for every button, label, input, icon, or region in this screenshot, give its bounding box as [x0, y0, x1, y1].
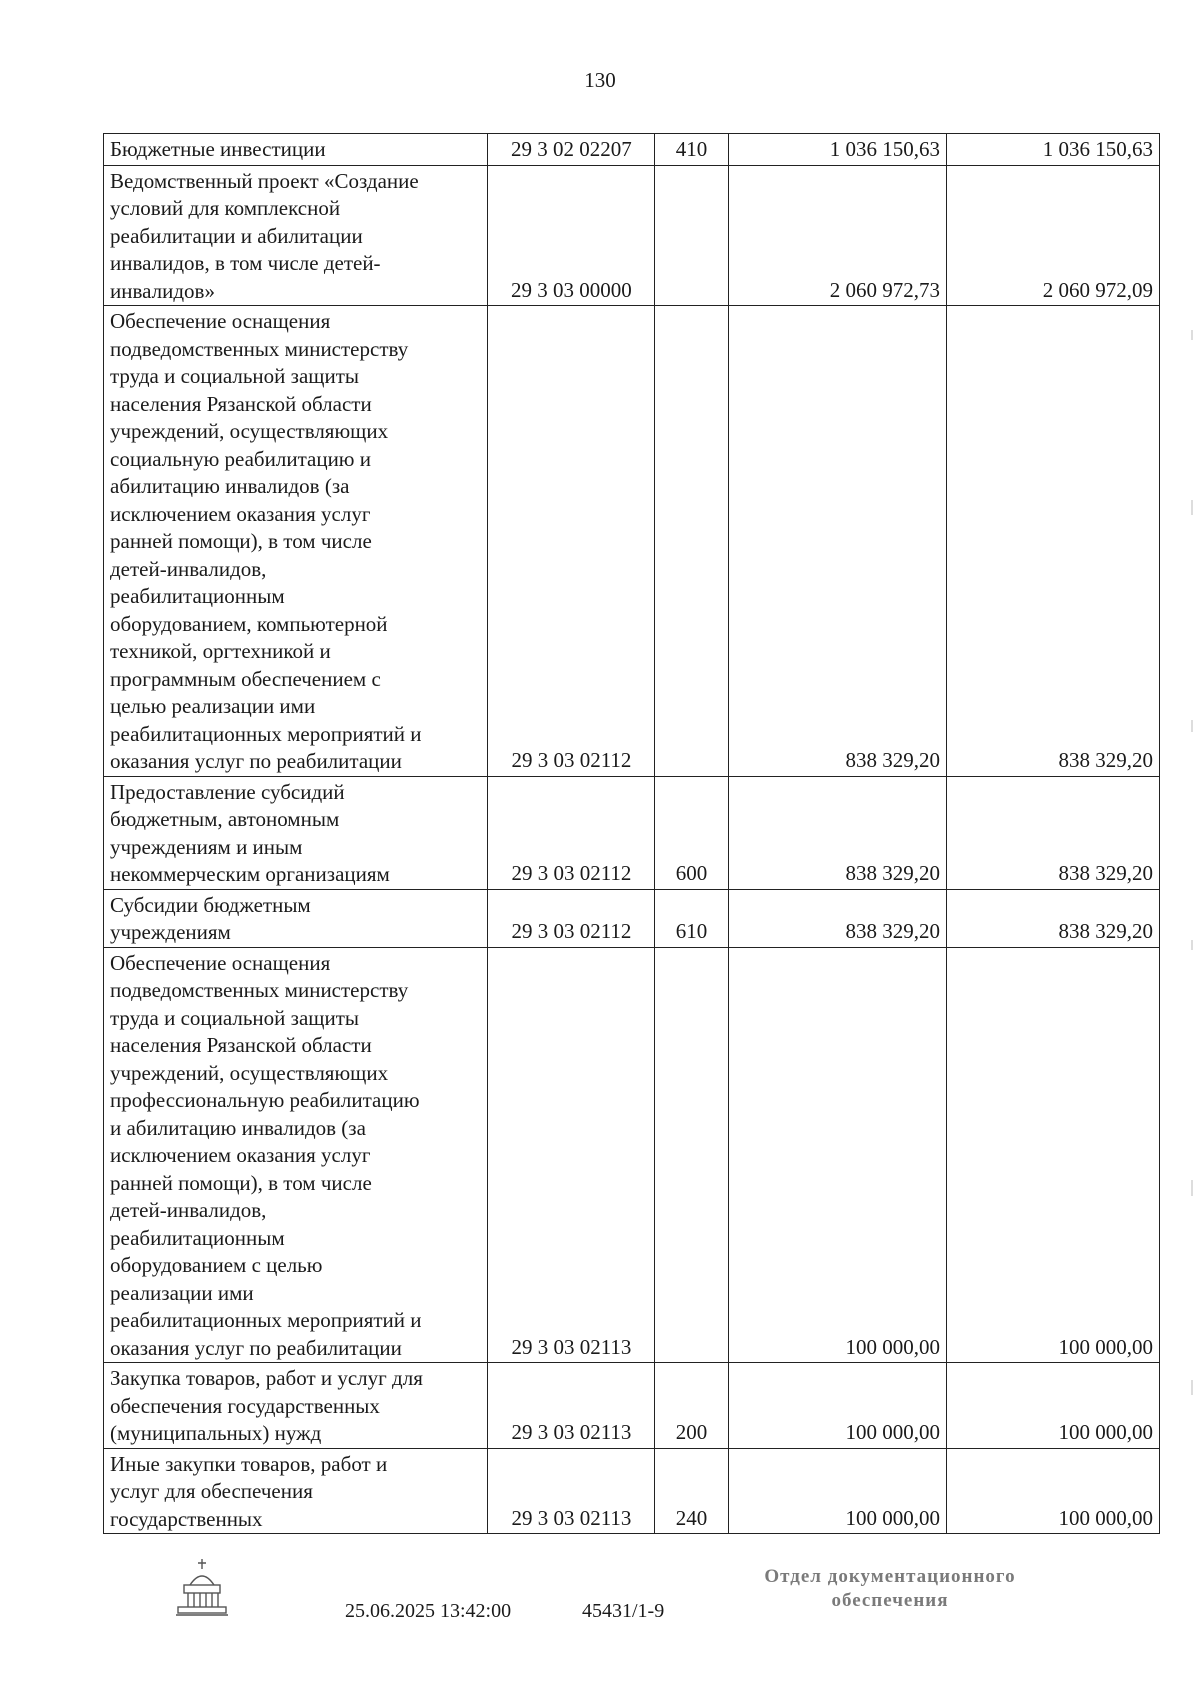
document-datetime: 25.06.2025 13:42:00: [345, 1600, 512, 1622]
duma-emblem-icon: [172, 1555, 232, 1617]
row-amount-executed: 1 036 150,63: [947, 134, 1160, 166]
row-name: Предоставление субсидий бюджетным, автономным учреждениям и иным некоммерческим организациям: [104, 776, 488, 889]
table-row: [104, 889, 1160, 947]
row-code: 29 3 03 02112: [488, 776, 655, 889]
row-amount-executed: 100 000,00: [947, 1448, 1160, 1534]
row-amount-executed: 838 329,20: [947, 306, 1160, 777]
row-amount-planned: 100 000,00: [728, 947, 946, 1363]
row-expense-type: [655, 165, 728, 306]
table-row: [104, 134, 1160, 166]
document-reg-number: 45431/1-9: [582, 1600, 665, 1622]
row-expense-type: [655, 306, 728, 777]
row-amount-executed: 100 000,00: [947, 1363, 1160, 1449]
page-number: 130: [584, 68, 616, 92]
row-amount-executed: 838 329,20: [947, 889, 1160, 947]
row-amount-executed: 2 060 972,09: [947, 165, 1160, 306]
table-row: [104, 165, 1160, 306]
row-code: 29 3 03 02112: [488, 306, 655, 777]
row-amount-executed: 838 329,20: [947, 776, 1160, 889]
row-expense-type: 410: [655, 134, 728, 166]
row-name: Закупка товаров, работ и услуг для обеспечения государственных (муниципальных) нужд: [104, 1363, 488, 1449]
row-name: Ведомственный проект «Создание условий для комплексной реабилитации и абилитации инвалидов, в том числе детей- инвалидов»: [104, 165, 488, 306]
row-name: Обеспечение оснащения подведомственных министерству труда и социальной защиты населения Рязанской области учреждений, осуществляющих профессиональную реабилитацию и абилитацию инвалидов (за исключением оказания услуг ранней помощи), в том числе детей-инвалидов, реабилитационным оборудованием с целью реализации ими реабилитационных мероприятий и оказания услуг по реабилитации: [104, 947, 488, 1363]
row-code: 29 3 03 02112: [488, 889, 655, 947]
row-expense-type: [655, 947, 728, 1363]
row-name: Субсидии бюджетным учреждениям: [104, 889, 488, 947]
department-stamp: [720, 1565, 1060, 1613]
stamp-line-2: обеспечения: [831, 1590, 949, 1611]
row-code: 29 3 03 02113: [488, 947, 655, 1363]
row-amount-planned: 100 000,00: [728, 1363, 946, 1449]
row-amount-planned: 1 036 150,63: [728, 134, 946, 166]
row-code: 29 3 03 02113: [488, 1448, 655, 1534]
row-expense-type: 200: [655, 1363, 728, 1449]
row-amount-planned: 838 329,20: [728, 889, 946, 947]
table-row: [104, 1363, 1160, 1449]
row-name: Обеспечение оснащения подведомственных министерству труда и социальной защиты населения Рязанской области учреждений, осуществляющих социальную реабилитацию и абилитацию инвалидов (за исключением оказания услуг ранней помощи), в том числе детей-инвалидов, реабилитационным оборудованием, компьютерной техникой, оргтехникой и программным обеспечением с целью реализации ими реабилитационных мероприятий и оказания услуг по реабилитации: [104, 306, 488, 777]
row-expense-type: 610: [655, 889, 728, 947]
row-code: 29 3 03 02113: [488, 1363, 655, 1449]
row-name: Иные закупки товаров, работ и услуг для обеспечения государственных: [104, 1448, 488, 1534]
row-expense-type: 600: [655, 776, 728, 889]
budget-table: [103, 133, 1160, 1534]
row-amount-planned: 838 329,20: [728, 776, 946, 889]
row-code: 29 3 03 00000: [488, 165, 655, 306]
table-row: [104, 306, 1160, 777]
row-amount-executed: 100 000,00: [947, 947, 1160, 1363]
stamp-line-1: Отдел документационного: [764, 1566, 1016, 1587]
scan-edge-marks: [1190, 300, 1194, 1500]
row-amount-planned: 100 000,00: [728, 1448, 946, 1534]
row-expense-type: 240: [655, 1448, 728, 1534]
row-amount-planned: 2 060 972,73: [728, 165, 946, 306]
table-row: [104, 776, 1160, 889]
table-row: [104, 1448, 1160, 1534]
row-amount-planned: 838 329,20: [728, 306, 946, 777]
row-code: 29 3 02 02207: [488, 134, 655, 166]
table-row: [104, 947, 1160, 1363]
row-name: Бюджетные инвестиции: [104, 134, 488, 166]
